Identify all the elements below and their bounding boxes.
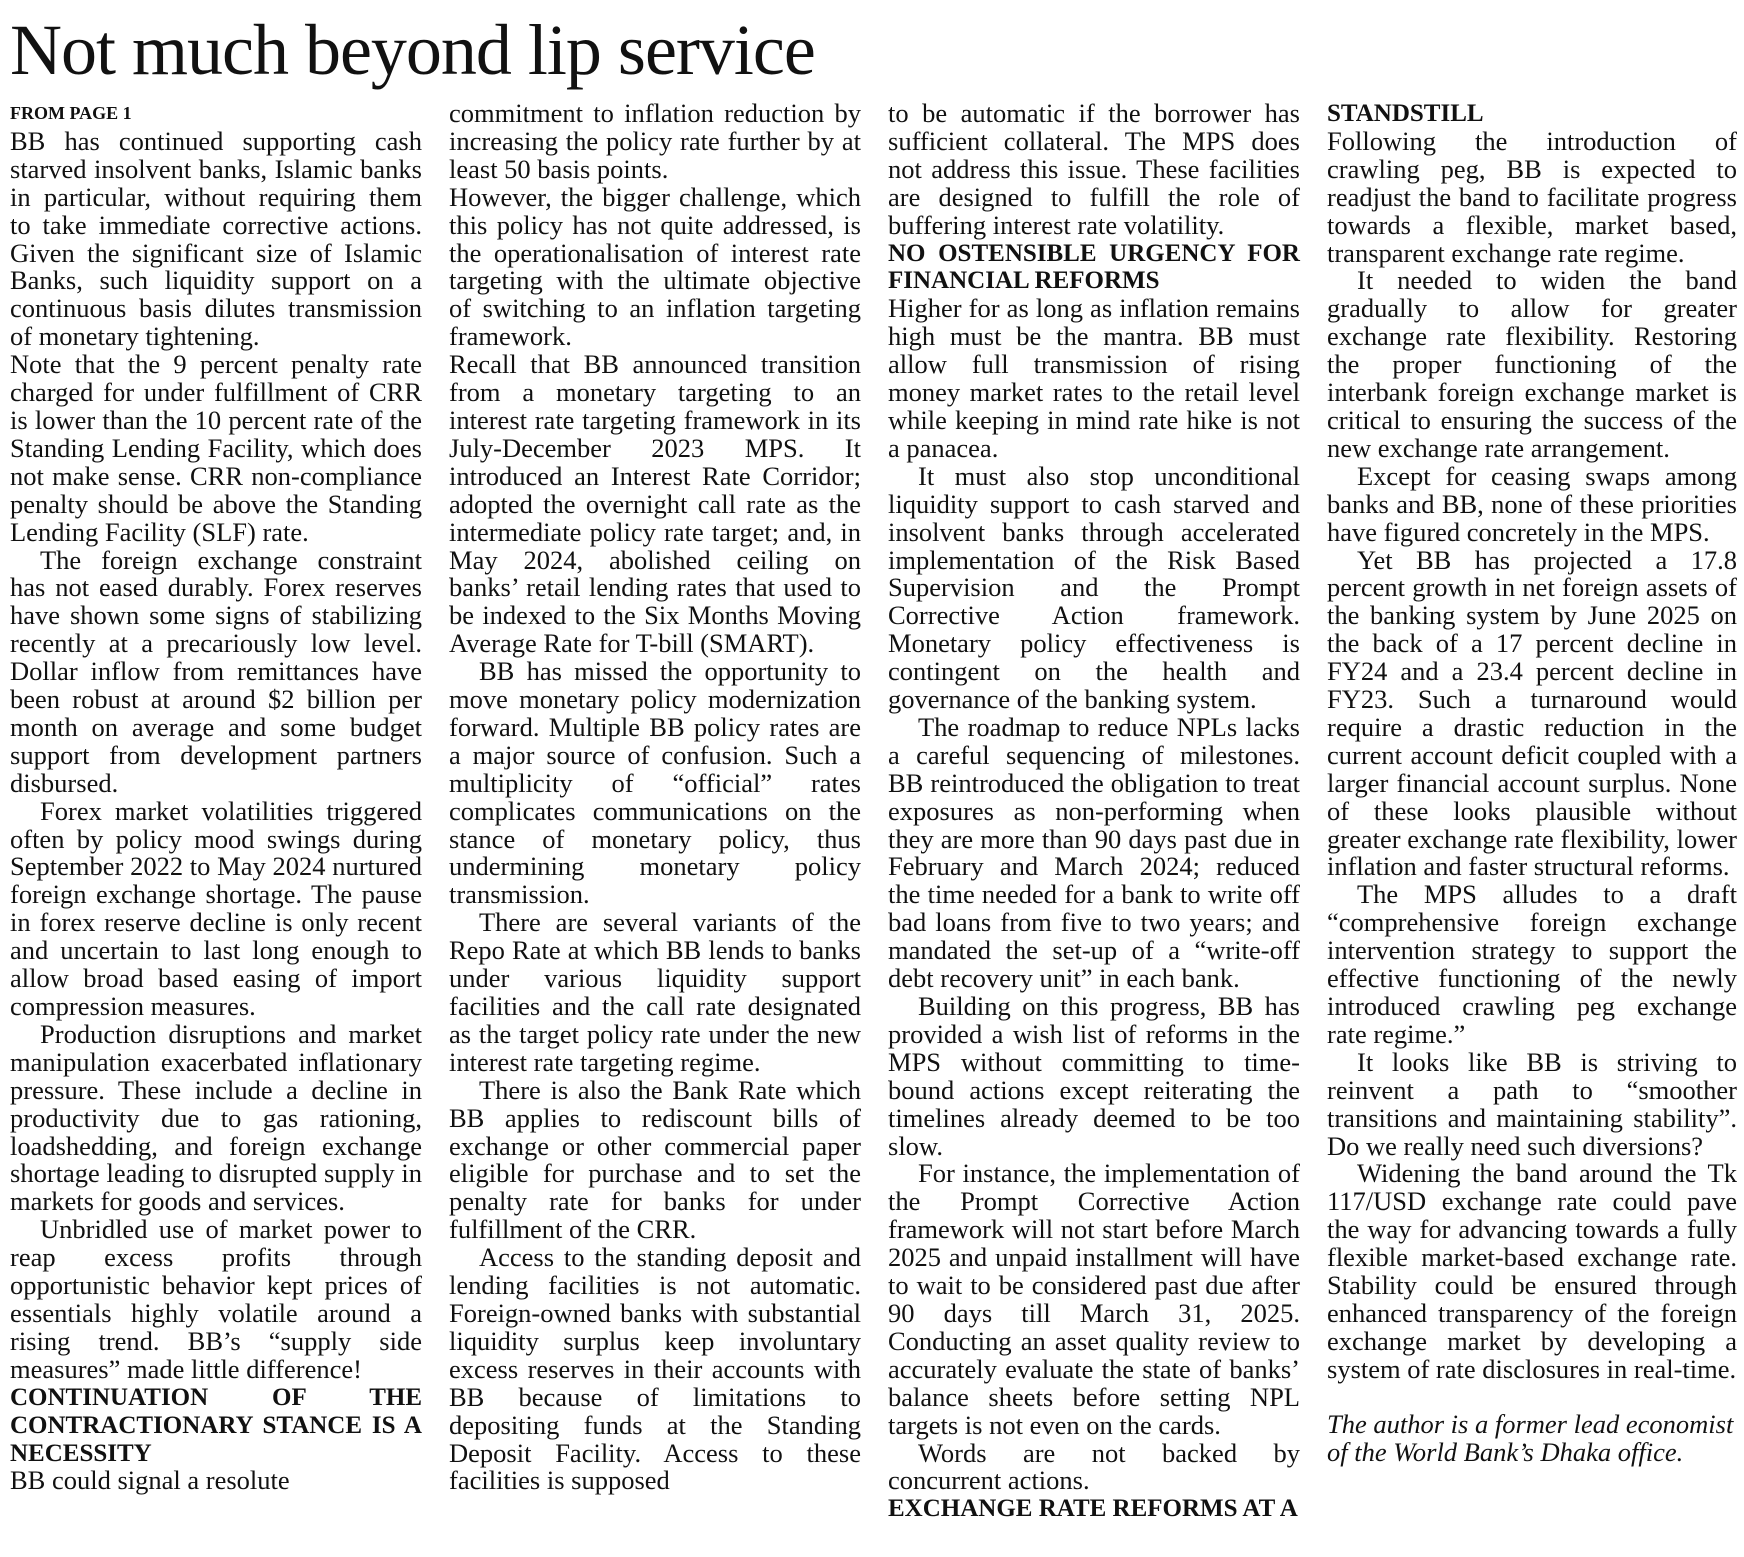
paragraph: It needed to widen the band gradually to allow for greater exchange rate flexibility. Restoring the proper functioning of the interbank foreign exchange market is critical to ensuring the success of the new exchange rate arrangement. <box>1327 265 1737 463</box>
paragraph: BB has continued supporting cash starved insolvent banks, Islamic banks in particular, without requiring them to take immediate corrective actions. Given the significant size of Islamic Banks, such liquidity support on a continuous basis dilutes transmission of monetary tightening. <box>10 125 422 352</box>
paragraph: BB could signal a resolute <box>10 1465 290 1496</box>
paragraph: There are several variants of the Repo Rate at which BB lends to banks under various liquidity support facilities and the call rate designated as the target policy rate under the new interest rate targeting regime. <box>449 907 861 1077</box>
paragraph: commitment to inflation reduction by increasing the policy rate further by at least 50 basis points. <box>449 98 861 184</box>
paragraph: The roadmap to reduce NPLs lacks a careful sequencing of milestones. BB reintroduced the obligation to treat exposures as non-performing when they are more than 90 days past due in February and March 2024; reduced the time needed for a bank to write off bad loans from five to two years; and mandated the set-up of a “write-off debt recovery unit” in each bank. <box>888 711 1300 994</box>
headline: Not much beyond lip service <box>10 10 815 90</box>
paragraph: Except for ceasing swaps among banks and BB, none of these priorities have figured concretely in the MPS. <box>1327 460 1737 547</box>
paragraph: Yet BB has projected a 17.8 percent growth in net foreign assets of the banking system by June 2025 on the back of a 17 percent decline in FY24 and a 23.4 percent decline in FY23. Such a turnaround would require a drastic reduction in the current account deficit coupled with a larger financial account surplus. None of these looks plausible without greater exchange rate flexibility, lower inflation and faster structural reforms. <box>1327 544 1737 882</box>
paragraph: Words are not backed by concurrent actions. <box>888 1437 1300 1496</box>
paragraph: Recall that BB announced transition from a monetary targeting to an interest rate targeting framework in its July-December 2023 MPS. It introduced an Interest Rate Corridor; adopted the overnight call rate as the intermediate policy rate target; and, in May 2024, abolished ceiling on banks’ retail lending rates that used to be indexed to the Six Months Moving Average Rate for T-bill (SMART). <box>449 349 861 659</box>
jump-label: FROM PAGE 1 <box>10 103 132 123</box>
paragraph: It looks like BB is striving to reinvent a path to “smoother transitions and maintaining stability”. Do we really need such diversions? <box>1327 1046 1737 1161</box>
section-heading: STANDSTILL <box>1327 100 1484 127</box>
paragraph: Building on this progress, BB has provided a wish list of reforms in the MPS without committing to time-bound actions except reiterating the timelines already deemed to be too slow. <box>888 991 1300 1161</box>
paragraph: BB has missed the opportunity to move monetary policy modernization forward. Multiple BB policy rates are a major source of confusion. Such a multiplicity of “official” rates complicates communications on the stance of monetary policy, thus undermining monetary policy transmission. <box>449 656 861 910</box>
paragraph: For instance, the implementation of the Prompt Corrective Action framework will not start before March 2025 and unpaid installment will have to wait to be considered past due after 90 days till March 31, 2025. Conducting an asset quality review to accurately evaluate the state of banks’ balance sheets before setting NPL targets is not even on the cards. <box>888 1158 1300 1440</box>
paragraph: The foreign exchange constraint has not eased durably. Forex reserves have shown some signs of stabilizing recently at a precariously low level. Dollar inflow from remittances have been robust at around $2 billion per month on average and some budget support from development partners disbursed. <box>10 544 422 798</box>
paragraph: The MPS alludes to a draft “comprehensive foreign exchange intervention strategy to support the effective functioning of the newly introduced crawling peg exchange rate regime.” <box>1327 879 1737 1049</box>
column-2 <box>449 100 861 1495</box>
paragraph: There is also the Bank Rate which BB applies to rediscount bills of exchange or other commercial paper eligible for purchase and to set the penalty rate for banks for under fulfillment of the CRR. <box>449 1074 861 1245</box>
paragraph: Note that the 9 percent penalty rate charged for under fulfillment of CRR is lower than the 10 percent rate of the Standing Lending Facility, which does not make sense. CRR non-compliance penalty should be above the Standing Lending Facility (SLF) rate. <box>10 349 422 547</box>
author-credit: The author is a former lead economist of the World Bank’s Dhaka office. <box>1327 1408 1734 1467</box>
column-1 <box>10 100 422 1495</box>
paragraph: Forex market volatilities triggered often by policy mood swings during September 2022 to May 2024 nurtured foreign exchange shortage. The pause in forex reserve decline is only recent and uncertain to last long enough to allow broad based easing of import compression measures. <box>10 795 422 1021</box>
paragraph: Widening the band around the Tk 117/USD exchange rate could pave the way for advancing towards a fully flexible market-based exchange rate. Stability could be ensured through enhanced transparency of the foreign exchange market by developing a system of rate disclosures in real-time. <box>1327 1158 1737 1384</box>
paragraph: Access to the standing deposit and lending facilities is not automatic. Foreign-owned banks with substantial liquidity surplus keep involuntary excess reserves in their accounts with BB because of limitations to depositing funds at the Standing Deposit Facility. Access to these facilities is supposed <box>449 1242 861 1496</box>
section-heading: EXCHANGE RATE REFORMS AT A <box>888 1495 1298 1523</box>
column-4 <box>1327 100 1737 1467</box>
paragraph: Production disruptions and market manipulation exacerbated inflationary pressure. These include a decline in productivity due to gas rationing, loadshedding, and foreign exchange shortage leading to disrupted supply in markets for goods and services. <box>10 1018 422 1217</box>
section-heading: NO OSTENSIBLE URGENCY FOR FINANCIAL REFORMS <box>888 239 1300 295</box>
paragraph: Unbridled use of market power to reap excess profits through opportunistic behavior kept prices of essentials highly volatile around a rising trend. BB’s “supply side measures” made little difference! <box>10 1214 422 1384</box>
column-3 <box>888 100 1300 1523</box>
paragraph: Higher for as long as inflation remains high must be the mantra. BB must allow full transmission of rising money market rates to the retail level while keeping in mind rate hike is not a panacea. <box>888 293 1300 463</box>
section-heading: CONTINUATION OF THE CONTRACTIONARY STANCE IS A NECESSITY <box>10 1383 422 1467</box>
paragraph: It must also stop unconditional liquidity support to cash starved and insolvent banks through accelerated implementation of the Risk Based Supervision and the Prompt Corrective Action framework. Monetary policy effectiveness is contingent on the health and governance of the banking system. <box>888 460 1300 715</box>
paragraph: However, the bigger challenge, which this policy has not quite addressed, is the operationalisation of interest rate targeting with the ultimate objective of switching to an inflation targeting framework. <box>449 181 861 352</box>
paragraph: Following the introduction of crawling peg, BB is expected to readjust the band to facilitate progress towards a flexible, market based, transparent exchange rate regime. <box>1327 125 1737 268</box>
paragraph: to be automatic if the borrower has sufficient collateral. The MPS does not address this issue. These facilities are designed to fulfill the role of buffering interest rate volatility. <box>888 98 1300 240</box>
